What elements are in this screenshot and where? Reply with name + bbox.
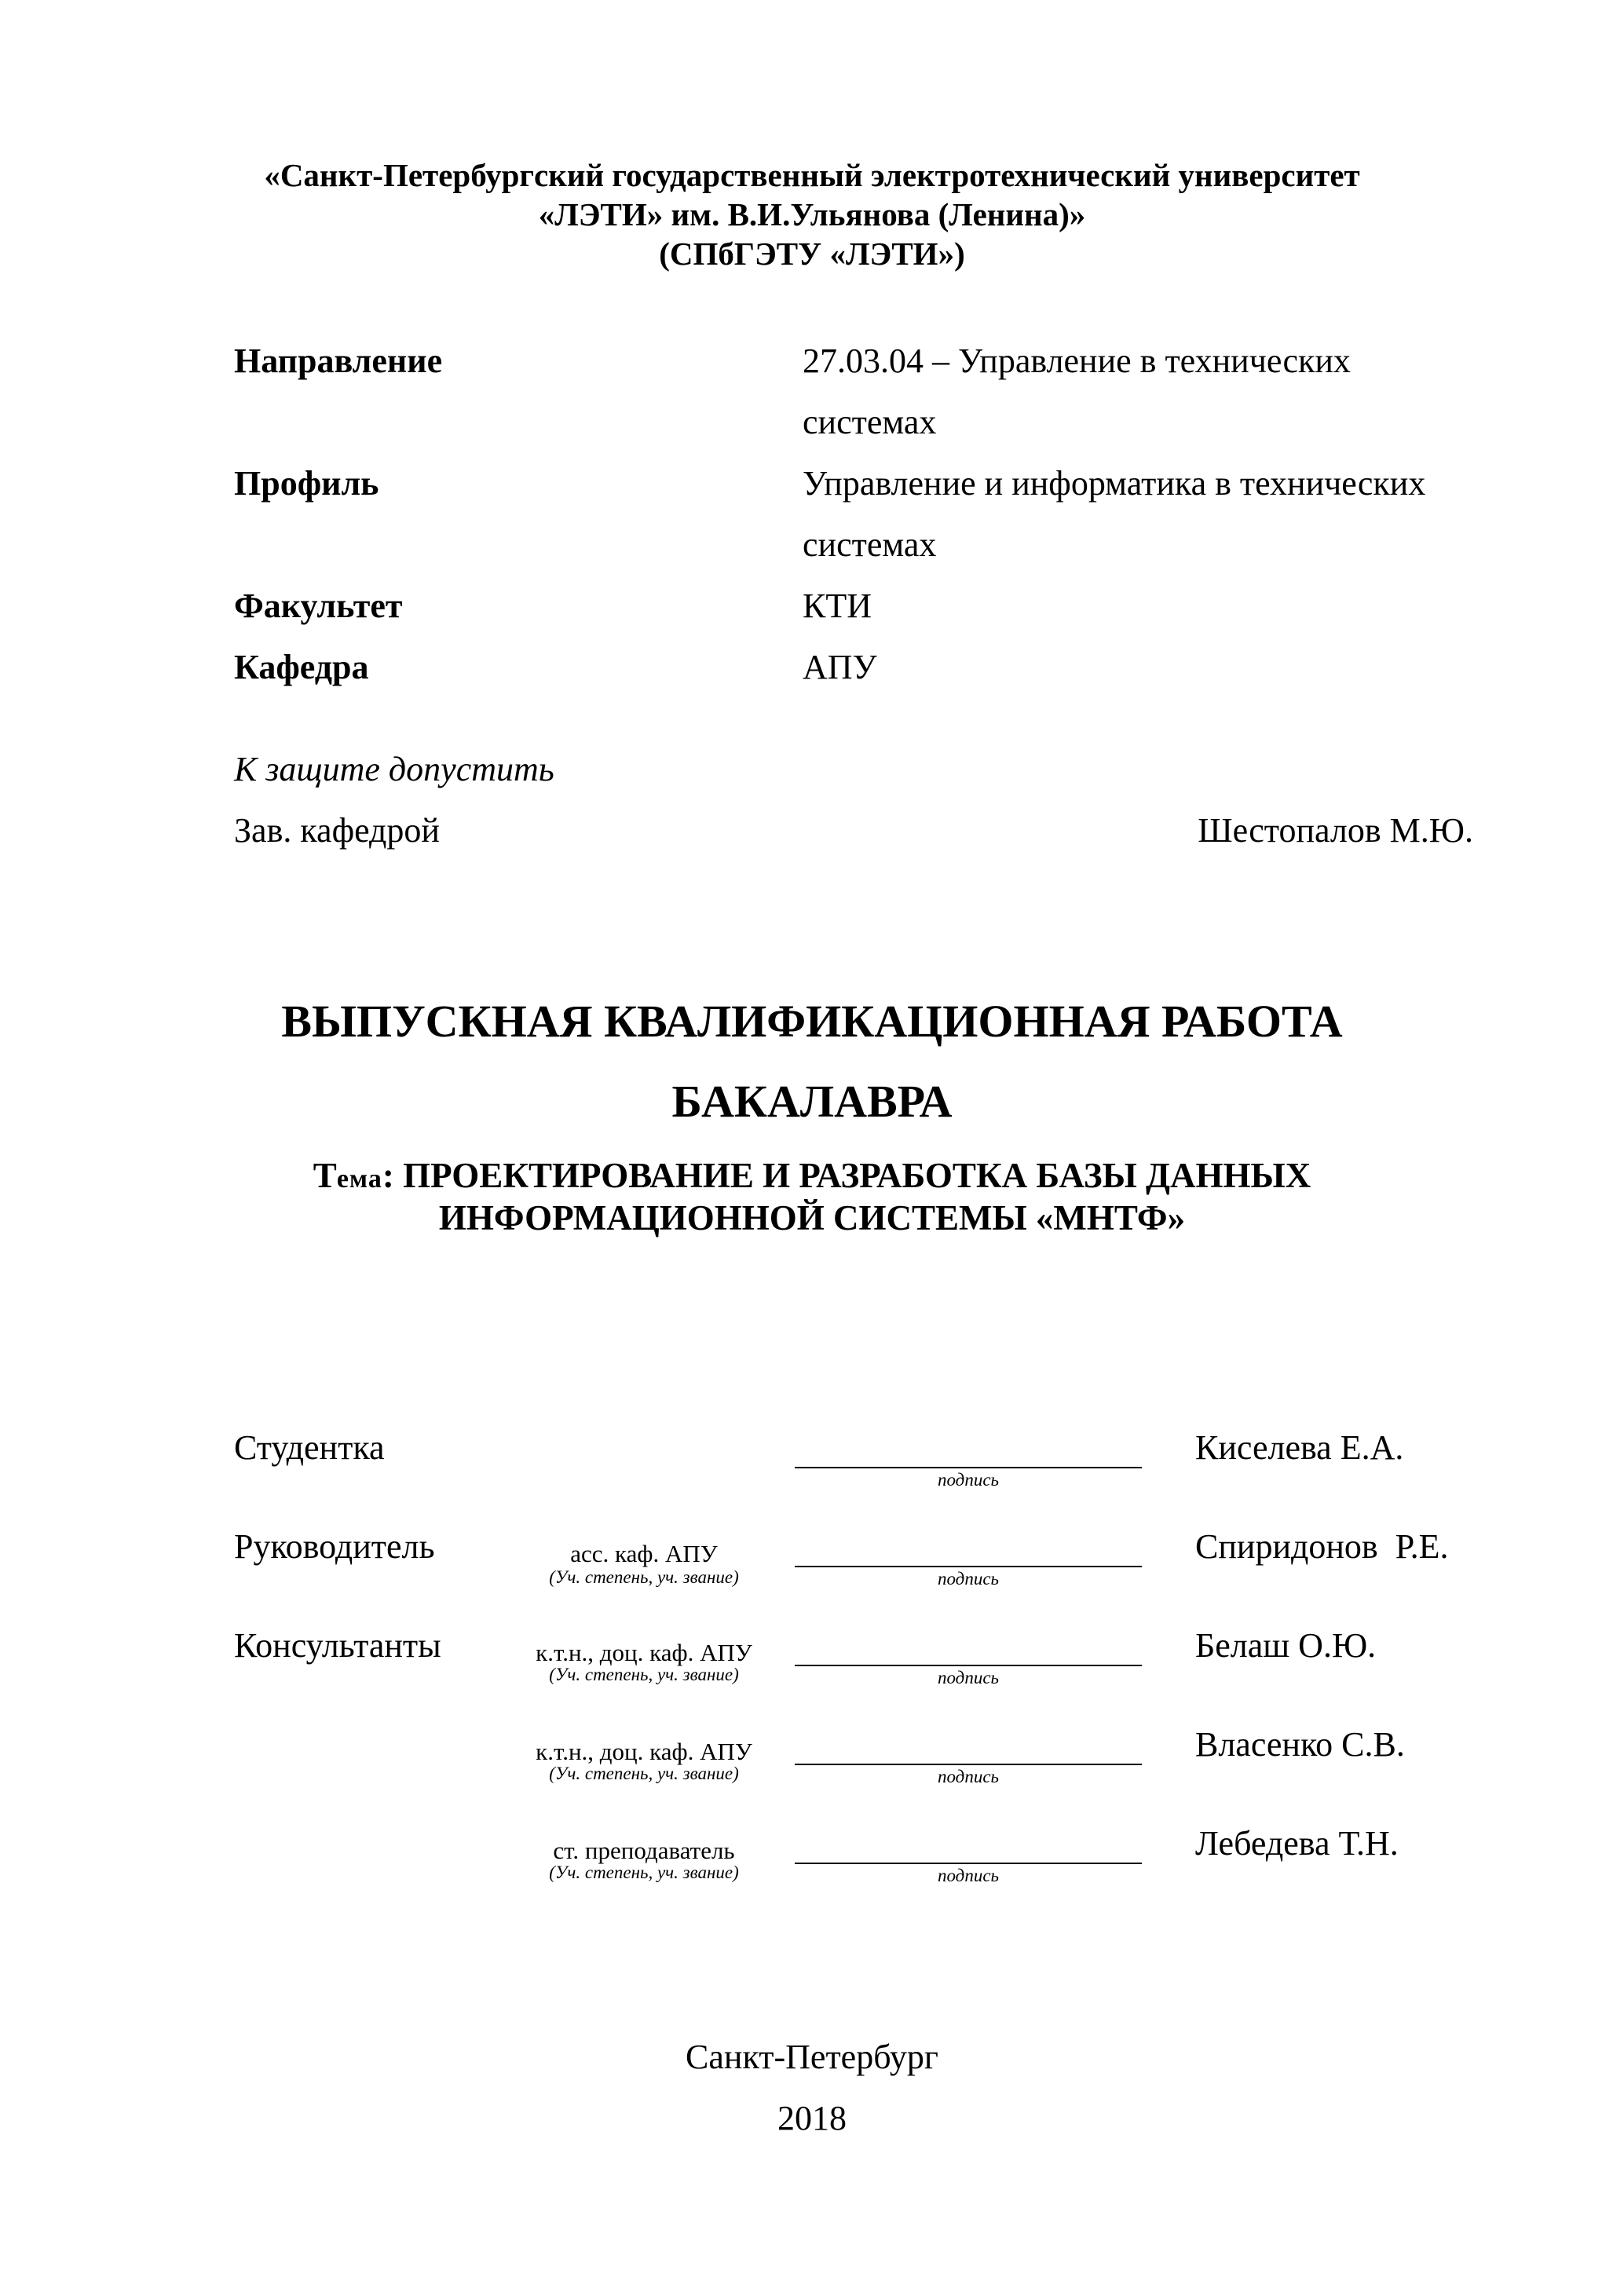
supervisor-rank-caption: (Уч. степень, уч. звание) — [549, 1567, 739, 1587]
profile-label: Профиль — [234, 464, 379, 503]
consultant-1-rank: к.т.н., доц. каф. АПУ — [536, 1639, 752, 1666]
consultant-1-name: Белаш О.Ю. — [1195, 1626, 1377, 1665]
department-value: АПУ — [803, 648, 877, 686]
document-title-line1: ВЫПУСКНАЯ КВАЛИФИКАЦИОННАЯ РАБОТА — [281, 996, 1343, 1047]
document-title-line2: БАКАЛАВРА — [671, 1076, 953, 1127]
city: Санкт-Петербург — [686, 2038, 938, 2076]
student-role: Студентка — [234, 1428, 385, 1467]
theme-line2: ИНФОРМАЦИОННОЙ СИСТЕМЫ «МНТФ» — [438, 1198, 1186, 1238]
head-of-department-name: Шестопалов М.Ю. — [1198, 811, 1473, 850]
supervisor-signature-line — [795, 1566, 1142, 1567]
consultant-2-rank: к.т.н., доц. каф. АПУ — [536, 1738, 752, 1765]
student-signature-line — [795, 1467, 1142, 1468]
supervisor-name: Спиридонов Р.Е. — [1195, 1527, 1449, 1566]
admission-note: К защите допустить — [234, 750, 554, 788]
consultant-3-signature-caption: подпись — [937, 1866, 999, 1885]
supervisor-signature-caption: подпись — [937, 1569, 999, 1589]
university-name-line2: «ЛЭТИ» им. В.И.Ульянова (Ленина)» — [538, 196, 1086, 232]
consultant-3-signature-line — [795, 1863, 1142, 1864]
student-name: Киселева Е.А. — [1195, 1428, 1404, 1467]
student-signature-caption: подпись — [937, 1470, 999, 1490]
supervisor-role: Руководитель — [234, 1527, 435, 1566]
consultant-2-signature-caption: подпись — [937, 1767, 999, 1786]
consultant-2-name: Власенко С.В. — [1195, 1725, 1405, 1764]
direction-label: Направление — [234, 342, 443, 380]
supervisor-rank: асс. каф. АПУ — [570, 1540, 718, 1567]
faculty-label: Факультет — [234, 587, 403, 625]
faculty-value: КТИ — [803, 587, 872, 625]
direction-value: 27.03.04 – Управление в технических системах — [803, 342, 1351, 441]
consultant-2-rank-caption: (Уч. степень, уч. звание) — [549, 1764, 739, 1783]
consultants-role: Консультанты — [234, 1626, 441, 1665]
consultant-3-name: Лебедева Т.Н. — [1195, 1824, 1399, 1863]
consultant-2-signature-line — [795, 1764, 1142, 1765]
department-label: Кафедра — [234, 648, 369, 686]
head-of-department-role: Зав. кафедрой — [234, 811, 440, 850]
university-name-line1: «Санкт-Петербургский государственный электротехнический университет — [264, 157, 1360, 193]
consultant-1-rank-caption: (Уч. степень, уч. звание) — [549, 1665, 739, 1684]
consultant-3-rank-caption: (Уч. степень, уч. звание) — [549, 1863, 739, 1882]
theme-line1: Тема: ПРОЕКТИРОВАНИЕ И РАЗРАБОТКА БАЗЫ ДАННЫХ — [313, 1156, 1311, 1195]
university-abbreviation: (СПбГЭТУ «ЛЭТИ») — [659, 236, 965, 272]
consultant-3-rank: ст. преподаватель — [553, 1837, 735, 1864]
consultant-1-signature-caption: подпись — [937, 1668, 999, 1687]
year: 2018 — [777, 2099, 847, 2137]
consultant-1-signature-line — [795, 1665, 1142, 1666]
profile-value: Управление и информатика в технических системах — [803, 464, 1426, 564]
